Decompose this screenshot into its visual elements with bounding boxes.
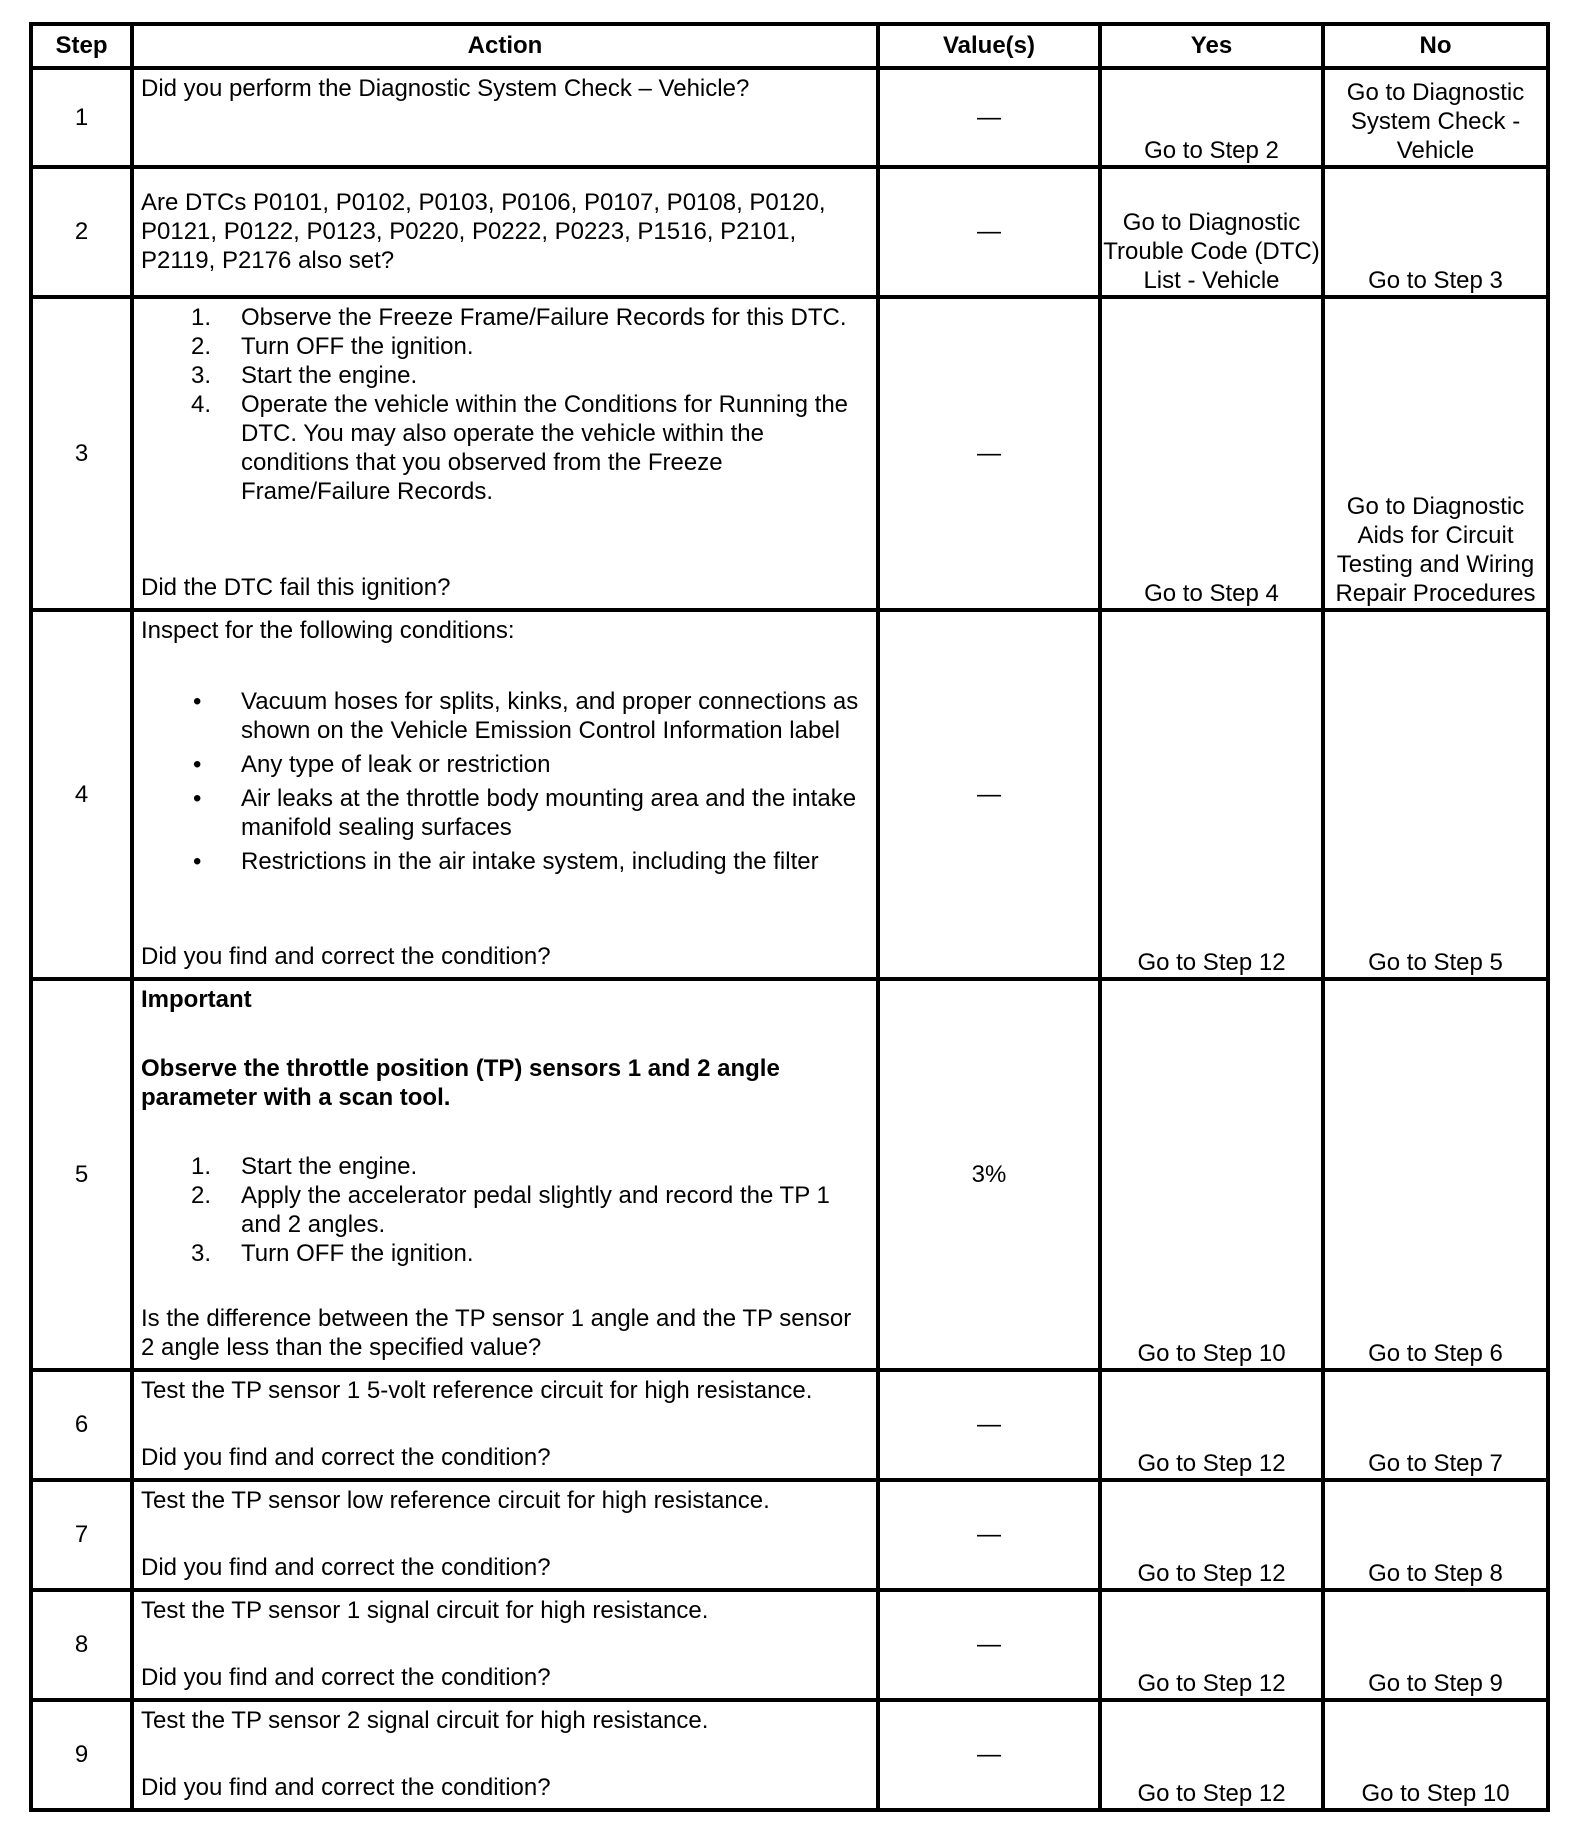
value-cell: — [878,68,1100,167]
action-question: Did you perform the Diagnostic System Check – Vehicle? [141,75,750,102]
step-number: 5 [31,979,132,1370]
no-cell: Go to Step 7 [1323,1370,1548,1480]
header-no: No [1323,24,1548,68]
no-cell: Go to Diagnostic System Check - Vehicle [1323,68,1548,167]
list-item: • Vacuum hoses for splits, kinks, and proper connections as shown on the Vehicle Emission Control Information label [193,688,859,744]
no-cell: Go to Diagnostic Aids for Circuit Testing and Wiring Repair Procedures [1323,297,1548,610]
no-cell: Go to Step 8 [1323,1480,1548,1590]
action-cell [132,610,878,979]
table-row [31,1590,1548,1700]
important-label: Important [141,986,252,1013]
action-cell [132,167,878,297]
list-item: 3. Start the engine. [191,362,418,389]
no-cell: Go to Step 9 [1323,1590,1548,1700]
header-row [31,24,1548,68]
action-question: Did you find and correct the condition? [141,1774,551,1801]
action-cell [132,1480,878,1590]
step-number: 1 [31,68,132,167]
action-question: Did you find and correct the condition? [141,1554,551,1581]
value-cell: — [878,610,1100,979]
list-item: 4. Operate the vehicle within the Conditions for Running the DTC. You may also operate the vehicle within the conditions that you observed from the Freeze Frame/Failure Records. [191,391,849,505]
value-cell: — [878,1370,1100,1480]
action-instruction: Test the TP sensor 1 signal circuit for high resistance. [141,1597,709,1624]
action-cell [132,1590,878,1700]
action-instruction: Test the TP sensor low reference circuit for high resistance. [141,1487,770,1514]
yes-cell: Go to Step 12 [1100,610,1323,979]
no-cell: Go to Step 10 [1323,1700,1548,1810]
header-values: Value(s) [878,24,1100,68]
value-cell: — [878,1700,1100,1810]
action-cell [132,68,878,167]
yes-cell: Go to Step 4 [1100,297,1323,610]
table-row [31,297,1548,610]
action-cell [132,979,878,1370]
action-instruction: Test the TP sensor 2 signal circuit for high resistance. [141,1707,709,1734]
value-cell: — [878,167,1100,297]
value-cell: 3% [878,979,1100,1370]
yes-cell: Go to Step 12 [1100,1480,1323,1590]
no-cell: Go to Step 5 [1323,610,1548,979]
action-question: Did the DTC fail this ignition? [141,574,451,601]
list-item: 1. Start the engine. [191,1153,418,1180]
action-cell [132,1370,878,1480]
header-step: Step [31,24,132,68]
action-question: Did you find and correct the condition? [141,1444,551,1471]
yes-cell: Go to Step 12 [1100,1700,1323,1810]
no-cell: Go to Step 3 [1323,167,1548,297]
action-cell [132,297,878,610]
step-number: 4 [31,610,132,979]
important-text: Observe the throttle position (TP) sensors 1 and 2 angle parameter with a scan tool. [141,1055,780,1111]
header-yes: Yes [1100,24,1323,68]
step-number: 6 [31,1370,132,1480]
value-cell: — [878,1480,1100,1590]
yes-cell: Go to Step 10 [1100,979,1323,1370]
action-intro: Inspect for the following conditions: [141,617,515,644]
list-item: • Any type of leak or restriction [193,751,551,778]
table-row [31,1370,1548,1480]
step-number: 3 [31,297,132,610]
no-cell: Go to Step 6 [1323,979,1548,1370]
header-action: Action [132,24,878,68]
list-item: • Restrictions in the air intake system, including the filter [193,848,819,875]
list-item: 1. Observe the Freeze Frame/Failure Records for this DTC. [191,304,847,331]
action-instruction: Test the TP sensor 1 5-volt reference circuit for high resistance. [141,1377,813,1404]
numbered-list [141,303,868,506]
step-number: 8 [31,1590,132,1700]
numbered-list [141,1152,868,1268]
step-number: 7 [31,1480,132,1590]
list-item: 2. Apply the accelerator pedal slightly and record the TP 1 and 2 angles. [191,1182,830,1238]
table-row [31,979,1548,1370]
action-question: Did you find and correct the condition? [141,1664,551,1691]
table-row [31,1480,1548,1590]
action-question: Are DTCs P0101, P0102, P0103, P0106, P0107, P0108, P0120, P0121, P0122, P0123, P0220, P0222, P0223, P1516, P2101, P2119, P2176 also set? [141,188,826,274]
table-row [31,68,1548,167]
value-cell: — [878,1590,1100,1700]
list-item: • Air leaks at the throttle body mounting area and the intake manifold sealing surfaces [193,785,857,841]
step-number: 9 [31,1700,132,1810]
list-item: 2. Turn OFF the ignition. [191,333,474,360]
yes-cell: Go to Diagnostic Trouble Code (DTC) List - Vehicle [1100,167,1323,297]
action-question: Did you find and correct the condition? [141,943,551,970]
table-row [31,167,1548,297]
action-cell [132,1700,878,1810]
yes-cell: Go to Step 12 [1100,1590,1323,1700]
step-number: 2 [31,167,132,297]
action-question: Is the difference between the TP sensor 1 angle and the TP sensor 2 angle less than the specified value? [141,1305,852,1361]
table-row [31,610,1548,979]
bullet-list [141,687,868,876]
list-item: 3. Turn OFF the ignition. [191,1240,474,1267]
diagnostic-table [29,22,1550,1812]
yes-cell: Go to Step 2 [1100,68,1323,167]
value-cell: — [878,297,1100,610]
yes-cell: Go to Step 12 [1100,1370,1323,1480]
table-row [31,1700,1548,1810]
